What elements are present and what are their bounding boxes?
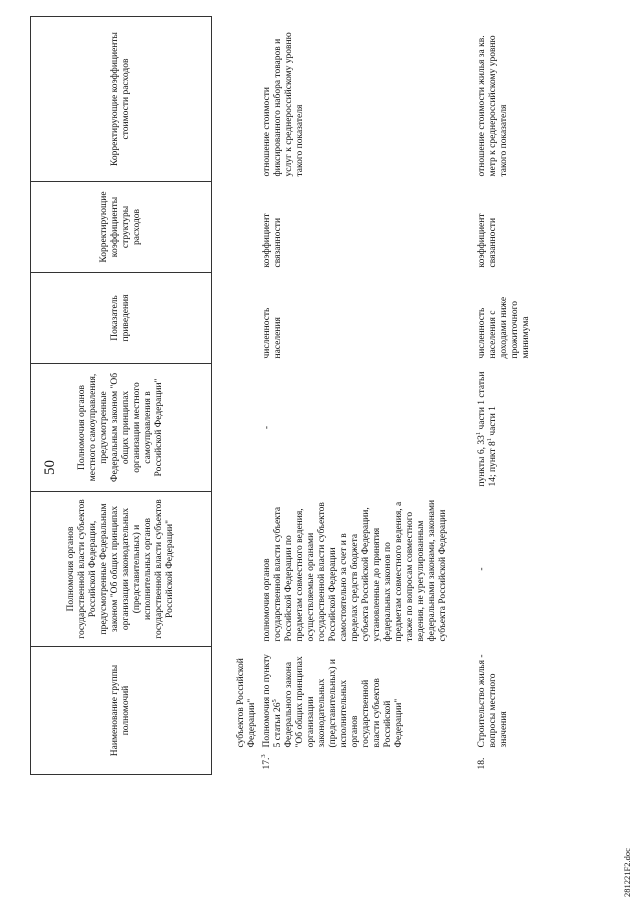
row-17-indicator: численность населения: [262, 307, 283, 359]
row-18-name: Строительство жилья - вопросы местного значения: [477, 654, 509, 748]
row-18-local-pre: пункты 6, 33: [477, 435, 487, 487]
row-18-local-mid: части 1 статьи 14; пункт 8: [477, 371, 498, 487]
continuation-text: [234, 647, 262, 775]
row-17-number: [259, 748, 405, 770]
table-row-continuation: [234, 17, 262, 775]
row-18-indicator: численность населения с доходами ниже прожиточного минимума: [477, 296, 531, 359]
header-structure-coefficients: Корректирующие коэффициенты структуры расходов: [31, 182, 212, 273]
row-17-name-cell: [259, 647, 449, 775]
row-18-name-wrap: [477, 652, 510, 770]
row-17-name-sup: 5: [270, 699, 278, 703]
row-17-structure-coef: коэффициент связанности: [262, 213, 283, 268]
row-17-name-post: Федерального закона "Об общих принципах организации законодательных (представительных) и исполнительных органов государственной власти субъектов Российской Федерации": [284, 656, 404, 748]
continuation-label: субъектов Российской Федерации": [236, 658, 257, 748]
row-17-number-sup: 3: [259, 754, 267, 758]
row-18-local-sup1: 1: [474, 431, 482, 436]
row-17-local: -: [262, 425, 272, 430]
row-18-structure-coef: коэффициент связанности: [477, 213, 498, 268]
row-18-regional: -: [477, 567, 487, 571]
row-18-local: [449, 364, 532, 492]
table-row-18: [449, 17, 532, 775]
row-17-name-wrap: [259, 652, 405, 770]
footer-filename: 281221F2.doc: [622, 848, 632, 897]
row-17-number-text: 17.: [262, 757, 272, 770]
page-number: 50: [42, 460, 58, 475]
header-indicator: Показатель приведения: [31, 273, 212, 364]
row-18-cost-coef: отношение стоимости жилья за кв. метр к среднероссийскому уровню такого показателя: [477, 35, 509, 177]
row-18-number: 18.: [477, 757, 487, 770]
row-17-cost-coef: отношение стоимости фиксированного набора товаров и услуг к среднероссийскому уровню такого показателя: [262, 32, 305, 177]
table-spacer-row: [212, 17, 235, 775]
row-18-name-cell: [449, 647, 532, 775]
header-regional-powers: Полномочия органов государственной власти субъектов Российской Федерации, предусмотренные Федеральным законом "Об общих принципах организации законодательных (представительных) и исполнительных органов государственной власти субъектов Российской Федерации": [31, 492, 212, 647]
header-cost-coefficients: Корректирующие коэффициенты стоимости расходов: [31, 17, 212, 182]
table-header-row: [31, 17, 212, 775]
header-local-powers: Полномочия органов местного самоуправления, предусмотренные Федеральным законом "Об общих принципах организации местного самоуправления в Российской Федерации": [31, 364, 212, 492]
table-row-17: [262, 17, 449, 775]
row-17-name-pre: Полномочия по пункту 5 статьи 26: [262, 654, 283, 748]
powers-table: [30, 16, 532, 775]
row-17-name: [262, 652, 405, 748]
row-18-local-post: части 1: [488, 406, 498, 439]
header-group-name: Наименование группы полномочий: [31, 647, 212, 775]
row-17-regional: полномочия органов государственной власти субъекта Российской Федерации по предметам совместного ведения, осуществляемые органами государственной власти субъектов Российской Федерации самостоятельно за счет и в пределах средств бюджета субъекта Российской Федерации, установленные до принятия федеральных законов по предметам совместного ведения, а также по вопросам совместного ведения, не урегулированным федеральными законами, законами субъекта Российской Федерации: [262, 499, 448, 642]
row-18-local-sup2: 1: [485, 438, 493, 442]
